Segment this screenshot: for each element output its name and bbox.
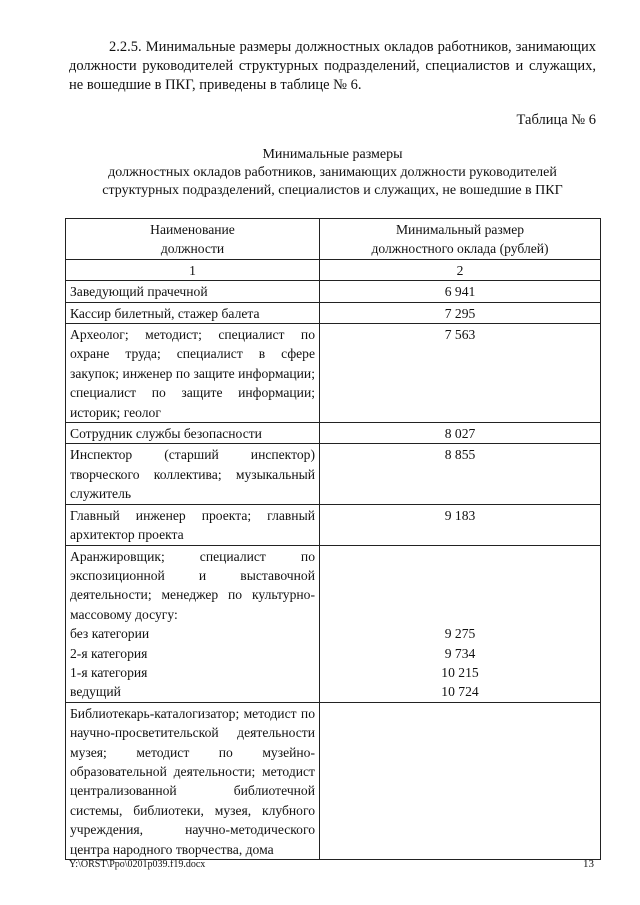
category-label: 1-я категория — [70, 664, 148, 680]
table-row — [66, 504, 601, 545]
spacer — [324, 547, 596, 625]
table-title — [69, 146, 596, 200]
salary-value — [320, 702, 601, 859]
table-number-label: Таблица № 6 — [516, 112, 596, 128]
arranger-position-text: Аранжировщик; специалист по экспозиционной и выставочной деятельности; менеджер по культурно-массовому досугу: — [70, 548, 315, 622]
table-title-line: Минимальные размеры — [262, 147, 403, 162]
header-position-name: Наименование должности — [66, 219, 320, 260]
position-name: Сотрудник службы безопасности — [66, 423, 320, 444]
position-name: Инспектор (старший инспектор) творческого коллектива; музыкальный служитель — [66, 444, 320, 504]
position-name — [66, 545, 320, 702]
category-label: без категории — [70, 626, 150, 642]
table-row — [66, 302, 601, 323]
position-name: Археолог; методист; специалист по охране труда; специалист в сфере закупок; инженер по защите информации; специалист по защите информации; историк; геолог — [66, 324, 320, 423]
salary-value: 8 027 — [320, 423, 601, 444]
header-min-salary: Минимальный размер должностного оклада (рублей) — [320, 219, 601, 260]
table-row — [66, 702, 601, 859]
page-number: 13 — [583, 858, 594, 870]
salary-value: 6 941 — [320, 281, 601, 302]
salary-value: 7 295 — [320, 302, 601, 323]
salary-value: 9 183 — [320, 504, 601, 545]
column-number-row — [66, 259, 601, 280]
category-label: 2-я категория — [70, 645, 148, 661]
category-salary: 9 275 — [444, 626, 476, 642]
table-row — [66, 281, 601, 302]
position-name: Библиотекарь-каталогизатор; методист по научно-просветительской деятельности музея; методист по музейно-образовательной деятельности; методист централизованной библиотечной системы, библиотеки, музея, клубного учреждения, научно-методического центра народного творчества, дома — [66, 702, 320, 859]
position-name: Заведующий прачечной — [66, 281, 320, 302]
salary-value: 7 563 — [320, 324, 601, 423]
table-row — [66, 444, 601, 504]
salary-value: 8 855 — [320, 444, 601, 504]
column-number: 2 — [320, 259, 601, 280]
position-name: Кассир билетный, стажер балета — [66, 302, 320, 323]
table-row — [66, 423, 601, 444]
category-salary: 10 215 — [441, 664, 479, 680]
position-name: Главный инженер проекта; главный архитектор проекта — [66, 504, 320, 545]
category-label: ведущий — [70, 684, 121, 700]
table-row-categories — [66, 545, 601, 702]
footer-file-path: Y:\ORST\Ppo\0201p039.f19.docx — [69, 859, 206, 870]
intro-paragraph: 2.2.5. Минимальные размеры должностных окладов работников, занимающих должности руководителей структурных подразделений, специалистов и служащих, не вошедшие в ПКГ, приведены в таблице № 6. — [69, 39, 596, 93]
column-number: 1 — [66, 259, 320, 280]
category-salary: 10 724 — [441, 684, 479, 700]
table-row — [66, 324, 601, 423]
salary-table — [65, 218, 601, 860]
category-salary: 9 734 — [444, 645, 476, 661]
table-title-line: должностных окладов работников, занимающих должности руководителей — [108, 165, 557, 180]
salary-value — [320, 545, 601, 702]
table-header-row — [66, 219, 601, 260]
table-title-line: структурных подразделений, специалистов и служащих, не вошедшие в ПКГ — [102, 183, 563, 198]
